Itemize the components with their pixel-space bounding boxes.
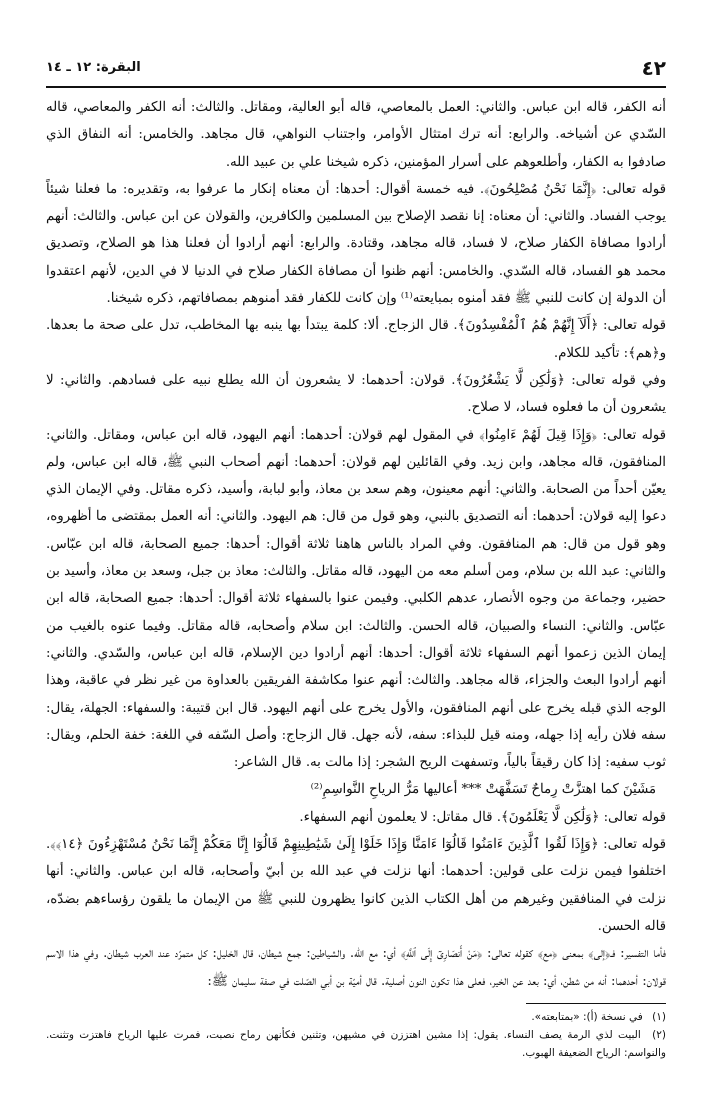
- page-number: ٤٢: [641, 56, 666, 80]
- footnote-text: البيت لذي الرمة يصف النساء. يقول: إذا مشين اهتززن في مشيهن، وتثنين فكأنهن رماح نصبت، فمرت عليها الرياح فاهتزت وتثنت. والنواسم: الرياح الضعيفة الهبوب.: [46, 1028, 666, 1059]
- page: [46, 56, 666, 1062]
- footnote-number: (٢): [652, 1028, 666, 1041]
- paragraph: قوله تعالى: ﴿وَإِذَا قِيلَ لَهُمْ ءَامِنُوا﴾ في المقول لهم قولان: أحدهما: أنهم اليهود، قاله ابن عباس، ومقاتل. والثاني: المنافقون، قاله مجاهد، وابن زيد. وفي القائلين لهم قولان: أحدهما: أنهم أصحاب النبي ﷺ، قاله ابن عباس، ولم يعيّن أحداً من الصحابة. والثاني: أنهم معينون، وهم سعد بن معاذ، وأبو لبابة، وأسيد، ذكره مقاتل. وفي الإيمان الذي دعوا إليه قولان: أحدهما: أنه التصديق بالنبي، وهو قول من قال: هم اليهود. والثاني: أنه العمل بمقتضى ما أظهروه، وهو قول من قال: هم المنافقون. وفي المراد بالناس هاهنا ثلاثة أقوال: أحدها: جميع الصحابة، قاله ابن عبّاس. والثاني: عبد الله بن سلام، ومن أسلم معه من اليهود، قاله مقاتل. والثالث: معاذ بن جبل، وسعد بن معاذ، وأسيد بن حضير، وجماعة من وجوه الأنصار، عدهم الكلبي. وفيمن عنوا بالسفهاء ثلاثة أقوال: أحدها: جميع الصحابة، قاله ابن عبّاس. والثاني: النساء والصبيان، قاله الحسن. والثالث: ابن سلام وأصحابه، قاله مقاتل. وفيما عنوه بالغيب من إيمان الذين زعموا أنهم السفهاء ثلاثة أقوال: أحدها: أنهم أرادوا دين الإسلام، قاله ابن عباس، والسّدي. والثاني: أنهم أرادوا البعث والجزاء، قاله مجاهد. والثالث: أنهم عنوا مكاشفة الفريقين بالعداوة من غير نظر في عاقبة، وهذا الوجه الذي قبله يخرج على أنهم المنافقون، والأول يخرج على أنهم اليهود. قال ابن قتيبة: والسفهاء: الجهلة، يقال: سفه فلان رأيه إذا جهله، ومنه قيل للبذاء: سفه، لأنه جهل. قال الزجاج: وأصل السّفه في اللغة: خفة الحلم، ويقال: ثوب سفيه: إذا كان رقيقاً بالياً، وتسفهت الريح الشجر: إذا مالت به. قال الشاعر:: [46, 427, 666, 771]
- main-text: [46, 94, 666, 995]
- footnotes: [46, 1008, 666, 1062]
- footnote-text: في نسخة (أ): «بمتابعته».: [531, 1010, 643, 1023]
- footnote-rule: [526, 1003, 666, 1004]
- paragraph: وفي قوله تعالى: ﴿وَلَٰكِن لَّا يَشْعُرُونَ﴾. قولان: أحدهما: لا يشعرون أن الله يطلع نبيه على فسادهم. والثاني: لا يشعرون أن ما فعلوه فساد، لا صلاح.: [46, 372, 666, 416]
- paragraph: قوله تعالى: ﴿أَلَآ إِنَّهُمْ هُمُ ٱلْمُفْسِدُونَ﴾. قال الزجاج. ألا: كلمة يبتدأ بها ينبه بها المخاطب، تدل على صحة ما بعدها. و﴿هم﴾: تأكيد للكلام.: [46, 318, 666, 361]
- poetry-verse: مَشَيْنَ كما اهتزَّتْ رِماحٌ تَسَفَّهَتْ *** أعاليها مَرُّ الرياحِ النَّواسِمِ⁽²⁾: [310, 782, 656, 798]
- page-header: [46, 56, 666, 82]
- footnote: [46, 1008, 666, 1026]
- paragraph: قوله تعالى: ﴿إِنَّمَا نَحْنُ مُصْلِحُونَ﴾. فيه خمسة أقوال: أحدها: أن معناه إنكار ما عرفوا به، وتقديره: ما فعلنا شيئاً يوجب الفساد. والثاني: أن معناه: إنا نقصد الإصلاح بين المسلمين والكافرين، والقولان عن ابن عباس. والثالث: أنهم أرادوا مصافاة الكفار صلاح، لا فساد، قاله مجاهد، وقتادة. والرابع: أنهم أرادوا أن فعلنا هذا هو الصلاح، وتصديق محمد هو الفساد، قاله السّدي. والخامس: أنهم ظنوا أن مصافاة الكفار صلاح في الدنيا لا في الدين، لأنهم اعتقدوا أن الدولة إن كانت للنبي ﷺ فقد أمنوه بمبايعته⁽¹⁾ وإن كانت للكفار فقد أمنوهم بمصافاتهم، ذكره شيخنا.: [46, 181, 666, 307]
- paragraph: قوله تعالى: ﴿وَلَٰكِن لَّا يَعْلَمُونَ﴾. قال مقاتل: لا يعلمون أنهم السفهاء.: [299, 809, 666, 825]
- paragraph: فأما التفسير: فـ﴿إلى﴾ بمعنى ﴿مع﴾ كقوله تعالى: ﴿مَنْ أَنصَارِىٓ إِلَى ٱللَّهِ﴾ أي: مع الله. والشياطين: جمع شيطان، قال الخليل: كل متمرّد عند العرب شيطان. وفي هذا الاسم قولان: أحدهما: أنه من شطن، أي: بعد عن الخير، فعلى هذا تكون النون أصلية. قال أميّة بن أبي الصّلت في صفة سليمان ﷺ:: [46, 946, 666, 989]
- paragraph: قوله تعالى: ﴿وَإِذَا لَقُوا ٱلَّذِينَ ءَامَنُوا قَالُوٓا ءَامَنَّا وَإِذَا خَلَوْا إِلَىٰ شَيَٰطِينِهِمْ قَالُوٓا إِنَّا مَعَكُمْ إِنَّمَا نَحْنُ مُسْتَهْزِءُونَ ﴿١٤﴾﴾. اختلفوا فيمن نزلت على قولين: أحدهما: أنها نزلت في عبد الله بن أبيّ وأصحابه، قاله ابن عباس. والثاني: أنها نزلت في المنافقين وغيرهم من أهل الكتاب الذين كانوا يظهرون للنبي ﷺ من الإيمان ما يلقون رؤساءهم بضدّه، قاله الحسن.: [46, 837, 666, 934]
- footnote-number: (١): [652, 1010, 666, 1023]
- paragraph: أنه الكفر، قاله ابن عباس. والثاني: العمل بالمعاصي، قاله أبو العالية، ومقاتل. والثالث: أنه الكفر والمعاصي، قاله السّدي عن أشياخه. والرابع: أنه ترك امتثال الأوامر، واجتناب النواهي، قال مجاهد. والخامس: أنه النفاق الذي صادفوا به الكفار، وأطلعوهم على أسرار المؤمنين، ذكره شيخنا علي بن عبيد الله.: [46, 100, 666, 170]
- running-title: البقرة: ١٢ ـ ١٤: [46, 60, 141, 75]
- footnote: [46, 1026, 666, 1062]
- header-rule: [46, 86, 666, 88]
